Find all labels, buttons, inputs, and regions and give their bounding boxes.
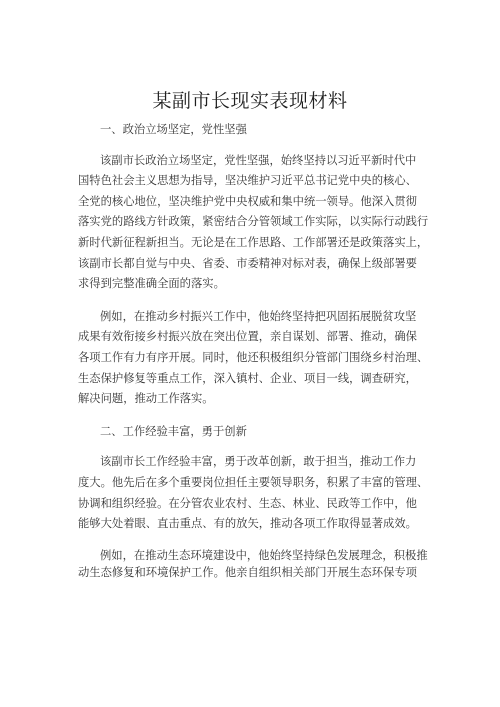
text-line: 协调和组织经验。在分管农业农村、生态、林业、民政等工作中，他	[78, 496, 417, 510]
text-line: 该副市长工作经验丰富，勇于改革创新，敢于担当，推动工作力	[100, 455, 417, 469]
text-line: 新时代新征程新担当。无论是在工作思路、工作部署还是政策落实上，	[78, 235, 429, 249]
text-line: 例如，在推动乡村振兴工作中，他始终坚持把巩固拓展脱贫攻坚	[100, 309, 417, 323]
text-line: 该副市长都自觉与中央、省委、市委精神对标对表，确保上级部署要	[78, 256, 417, 270]
section-1-paragraph-2	[78, 307, 433, 410]
text-line: 解决问题，推动工作落实。	[78, 392, 214, 406]
section-2-paragraph-2	[78, 547, 433, 582]
text-line: 能够大处着眼、直击重点、有的放矢，推动各项工作取得显著成效。	[78, 517, 417, 531]
document-body	[78, 120, 433, 594]
document-title: 某副市长现实表现材料	[152, 90, 348, 112]
text-line: 动生态修复和环境保护工作。他亲自组织相关部门开展生态环保专项	[78, 566, 417, 580]
section-heading-1: 一、政治立场坚定，党性坚强	[100, 123, 247, 136]
text-line: 落实党的路线方针政策，紧密结合分管领域工作实际，以实际行动践行	[78, 215, 429, 229]
text-line: 求得到完整准确全面的落实。	[78, 277, 225, 291]
text-line: 例如，在推动生态环境建设中，他始终坚持绿色发展理念，积极推	[100, 548, 428, 562]
text-line: 度大。他先后在多个重要岗位担任主要领导职务，积累了丰富的管理、	[78, 475, 429, 489]
section-2-paragraph-1	[78, 452, 433, 534]
text-line: 全党的核心地位，坚决维护党中央权威和集中统一领导。他深入贯彻	[78, 194, 417, 208]
section-1-paragraph-1	[78, 151, 433, 295]
text-line: 该副市长政治立场坚定，党性坚强，始终坚持以习近平新时代中	[100, 153, 417, 167]
section-heading-2: 二、工作经验丰富，勇于创新	[100, 424, 247, 438]
text-line: 各项工作有力有序开展。同时，他还积极组织分管部门围绕乡村治理、	[78, 350, 429, 364]
text-line: 国特色社会主义思想为指导，坚决维护习近平总书记党中央的核心、	[78, 174, 417, 188]
text-line: 成果有效衔接乡村振兴放在突出位置，亲自谋划、部署、推动，确保	[78, 330, 417, 344]
text-line: 生态保护修复等重点工作，深入镇村、企业、项目一线，调查研究，	[78, 371, 417, 385]
